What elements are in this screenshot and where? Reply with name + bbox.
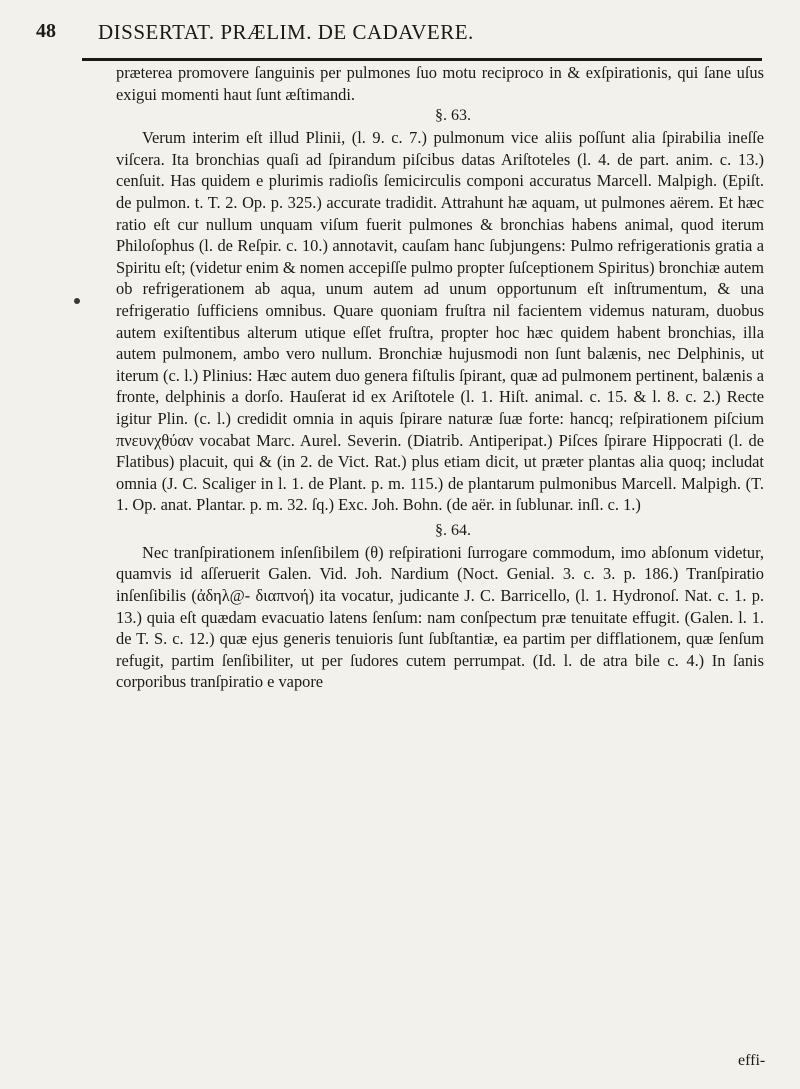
- catchword: effi-: [738, 1052, 766, 1069]
- margin-dot: [74, 298, 80, 304]
- header-rule: [82, 58, 762, 61]
- paragraph-section-63: Verum interim eſt illud Plinii, (l. 9. c. 7.) pulmonum vice aliis poſſunt alia ſpirabilia ineſſe viſcera. Ita bronchias quaſi ad ſpirandum piſcibus datas Ariſtoteles (l. 4. de part. anim. c. 13.) cenſuit. Has quidem e plurimis radioſis ſemicirculis componi accuratus Marcell. Malpigh. (Epiſt. de pulmon. t. T. 2. Op. p. 325.) accurate tradidit. Attrahunt hæ aquam, ut pulmones aërem. Et hæc ratio eſt cur nullum unquam viſum fuerit pulmones & bronchias habens animal, quod iterum Philoſophus (l. de Reſpir. c. 10.) annotavit, cauſam hanc ſubjungens: Pulmo refrigerationis gratia a Spiritu eſt; (videtur enim & nomen accepiſſe pulmo propter ſuſceptionem Spiritus) bronchiæ autem ob refrigerationem ab aqua, unum autem ad unum opportunum eſt inſtrumentum, & una refrigeratio ſufficiens omnibus. Quare quoniam fruſtra nil facientem videmus naturam, duobus autem exiſtentibus alterum utique eſſet fruſtra, propter hoc hæc quidem habent bronchias, illa autem pulmonem, ambo vero nullum. Bronchiæ hujusmodi non ſunt balænis, nec Delphinis, ut iterum (c. l.) Plinius: Hæc autem duo genera fiſtulis ſpirant, quæ ad pulmonem pertinent, balænis a fronte, delphinis a dorſo. Hauſerat id ex Ariſtotele (l. 1. Hiſt. animal. c. 15. & l. 8. c. 2.) Recte igitur Plin. (c. l.) credidit omnia in aquis ſpirare naturæ ſuæ forte: hancq; reſpirationem piſcium πνευνχθύαν vocabat Marc. Aurel. Severin. (Diatrib. Antiperipat.) Piſces ſpirare Hippocrati (l. de Flatibus) placuit, qui & (in 2. de Vict. Rat.) plus etiam dicit, ut præter plantas alia quoq; includat omnia (J. C. Scaliger in l. 1. de Plant. p. m. 115.) de plantarum pulmonibus Marcell. Malpigh. (T. 1. Op. anat. Plantar. p. m. 32. ſq.) Exc. Joh. Bohn. (de aër. in ſublunar. inſl. c. 1.): [116, 128, 764, 515]
- paragraph-continued: præterea promovere ſanguinis per pulmones ſuo motu reciproco in & exſpirationis, qui ſane uſus exigui momenti haut ſunt æſtimandi.: [116, 63, 764, 104]
- section-heading-63: §. 63.: [435, 107, 471, 125]
- page-number: 48: [36, 20, 56, 42]
- page-header: [36, 14, 766, 48]
- running-head: DISSERTAT. PRÆLIM. DE CADAVERE.: [98, 20, 474, 44]
- paragraph-section-64: Nec tranſpirationem inſenſibilem (θ) reſpirationi ſurrogare commodum, imo abſonum videtur, quamvis id aſſeruerit Galen. Vid. Joh. Nardium (Noct. Genial. 3. c. 3. p. 186.) Tranſpiratio inſenſibilis (ἀδηλ@- διαπνοή) ita vocatur, judicante J. C. Barricello, (l. 1. Hydronoſ. Nat. c. 1. p. 13.) quia eſt quædam evacuatio latens ſenſum: nam conſpectum præ tenuitate effugit. (Galen. l. 1. de T. S. c. 12.) quæ ejus generis tenuioris ſunt ſubſtantiæ, ea partim per difflationem, quæ ſenſum refugit, partim ſenſibiliter, ut per ſudores cutem perrumpat. (Id. l. de atra bile c. 4.) In ſanis corporibus tranſpiratio e vapore: [116, 542, 764, 692]
- section-heading-64: §. 64.: [435, 521, 471, 539]
- body-text: [116, 62, 764, 693]
